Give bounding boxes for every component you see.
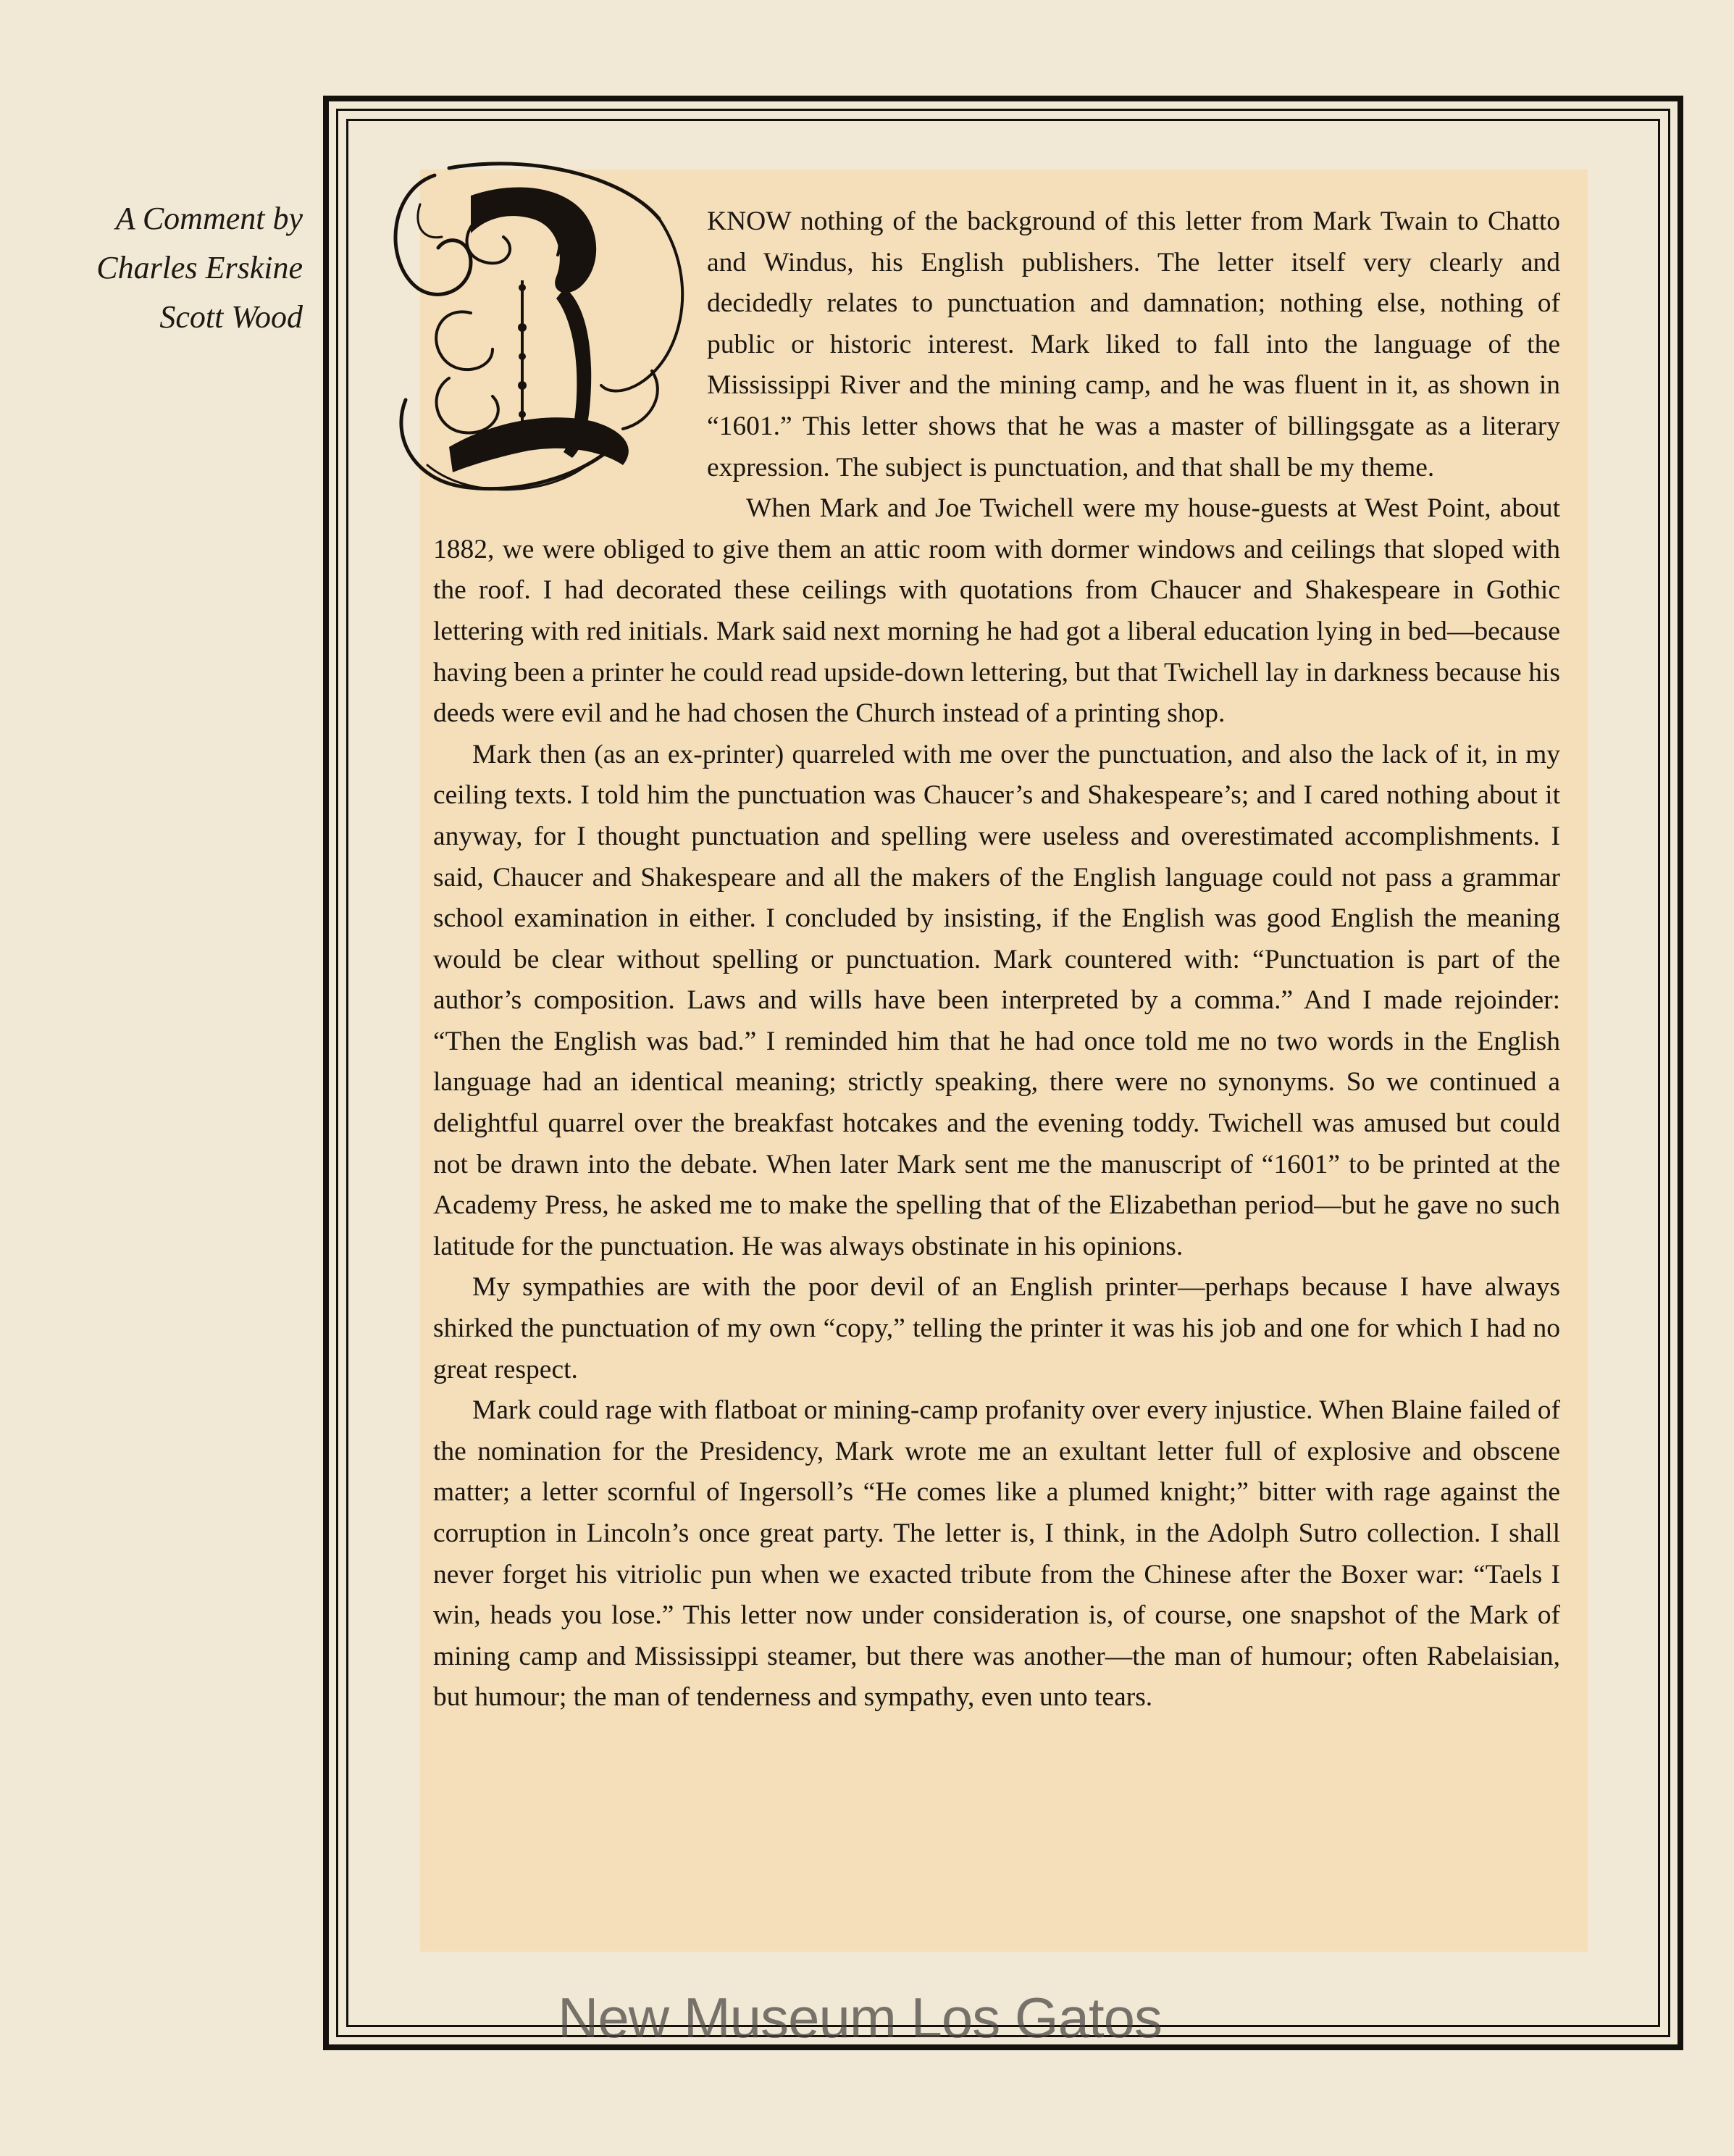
- comment-text: [433, 201, 1560, 1718]
- byline-line-2: Charles Erskine: [96, 250, 303, 285]
- paragraph-2: When Mark and Joe Twichell were my house-guests at West Point, about 1882, we were obliged to give them an attic room with dormer windows and ceilings that sloped with the roof. I had decorated these ceilings with quotations from Chaucer and Shakespeare in Gothic lettering with red initials. Mark said next morning he had got a liberal education lying in bed—because having been a printer he could read upside-down lettering, but that Twichell lay in darkness because his deeds were evil and he had chosen the Church instead of a printing shop.: [433, 493, 1560, 729]
- watermark: New Museum Los Gatos: [558, 1986, 1163, 2050]
- byline: [29, 194, 303, 342]
- paragraph-4: My sympathies are with the poor devil of an English printer—perhaps because I have always shirked the punctuation of my own “copy,” telling the printer it was his job and one for which I had no great respect.: [433, 1272, 1560, 1384]
- paragraph-3: Mark then (as an ex-printer) quarreled with me over the punctuation, and also the lack of it, in my ceiling texts. I told him the punctuation was Chaucer’s and Shakespeare’s; and I cared nothing about it anyway, for I thought punctuation and spelling were useless and overestimated accomplishments. I said, Chaucer and Shakespeare and all the makers of the English language could not pass a grammar school examination in either. I concluded by insisting, if the English was good English the meaning would be clear without spelling or punctuation. Mark countered with: “Punctuation is part of the author’s composition. Laws and wills have been interpreted by a comma.” And I made rejoinder: “Then the English was bad.” I reminded him that he had once told me no two words in the English language had an identical meaning; strictly speaking, there were no synonyms. So we continued a delightful quarrel over the breakfast hotcakes and the evening toddy. Twichell was amused but could not be drawn into the debate. When later Mark sent me the manuscript of “1601” to be printed at the Academy Press, he asked me to make the spelling that of the Elizabethan period—but he gave no such latitude for the punctuation. He was always obstinate in his opinions.: [433, 739, 1560, 1261]
- paragraph-1: KNOW nothing of the background of this letter from Mark Twain to Chatto and Windus, his English publishers. The letter itself very clearly and decidedly relates to punctuation and damnation; nothing else, nothing of public or historic interest. Mark liked to fall into the language of the Mississippi River and the mining camp, and he was fluent in it, as shown in “1601.” This letter shows that he was a master of billingsgate as a literary expression. The subject is punctuation, and that shall be my theme.: [707, 206, 1560, 482]
- initial-space: [433, 201, 707, 529]
- byline-line-1: A Comment by: [115, 201, 303, 236]
- paragraph-5: Mark could rage with flatboat or mining-camp profanity over every injustice. When Blaine failed of the nomination for the Presidency, Mark wrote me an exultant letter full of explosive and obscene matter; a letter scornful of Ingersoll’s “He comes like a plumed knight;” bitter with rage against the corruption in Lincoln’s once great party. The letter is, I think, in the Adolph Sutro collection. I shall never forget his vitriolic pun when we exacted tribute from the Chinese after the Boxer war: “Taels I win, heads you lose.” This letter now under consideration is, of course, one snapshot of the Mark of mining camp and Mississippi steamer, but there was another—the man of humour; often Rabelaisian, but humour; the man of tenderness and sympathy, even unto tears.: [433, 1395, 1560, 1713]
- byline-line-3: Scott Wood: [159, 299, 303, 335]
